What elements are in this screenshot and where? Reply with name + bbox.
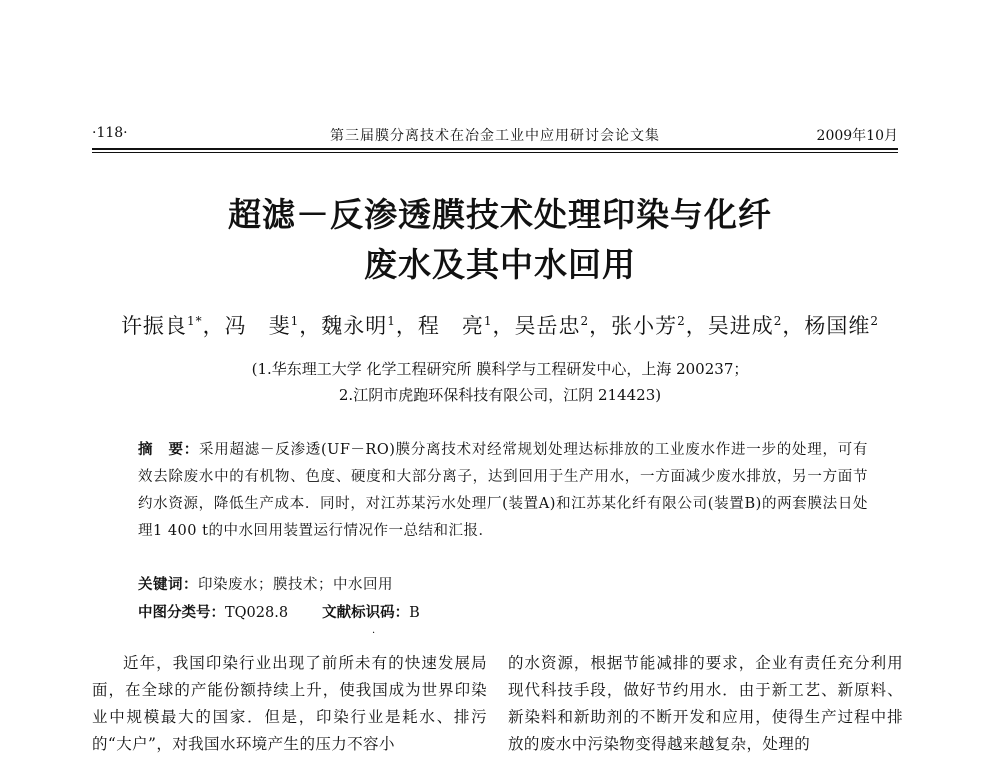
abstract xyxy=(138,437,868,545)
body-column-right: 的水资源，根据节能减排的要求，企业有责任充分利用现代科技手段，做好节约用水．由于新工艺、新原料、新染料和新助剂的不断开发和应用，使得生产过程中排放的废水中污染物变得越来越复杂，处理的 xyxy=(508,654,903,753)
author-affiliation-mark: 1 xyxy=(387,314,396,328)
header-rule xyxy=(92,148,898,153)
author-name: 冯 斐 xyxy=(224,314,291,338)
author-separator: ， xyxy=(492,314,515,338)
running-header xyxy=(92,123,898,147)
affiliations xyxy=(0,356,1000,408)
abstract-text: 采用超滤－反渗透(UF－RO)膜分离技术对经常规划处理达标排放的工业废水作进一步的处理，可有效去除废水中的有机物、色度、硬度和大部分离子，达到回用于生产用水，一方面减少废水排放，另一方面节约水资源，降低生产成本．同时，对江苏某污水处理厂(装置A)和江苏某化纤有限公司(装置B)的两套膜法日处理1 400 t的中水回用装置运行情况作一总结和汇报． xyxy=(138,442,869,539)
title-line-1: 超滤－反渗透膜技术处理印染与化纤 xyxy=(228,195,772,234)
journal-title: 第三届膜分离技术在冶金工业中应用研讨会论文集 xyxy=(330,128,660,144)
author-name: 魏永明 xyxy=(321,314,388,338)
author-name: 吴岳忠 xyxy=(514,314,581,338)
author-affiliation-mark: 2 xyxy=(773,314,783,328)
separator-dot: · xyxy=(372,628,376,639)
keywords-label: 关键词： xyxy=(138,577,198,593)
keywords-text: 印染废水；膜技术；中水回用 xyxy=(198,577,393,593)
abstract-label: 摘 要： xyxy=(138,442,199,458)
author-list xyxy=(0,310,1000,340)
author-name: 杨国维 xyxy=(804,314,871,338)
page-number: ·118· xyxy=(92,125,128,141)
author-name: 张小芳 xyxy=(611,314,678,338)
author-separator: ， xyxy=(685,314,708,338)
doc-code-label: 文献标识码： xyxy=(322,605,410,621)
author-separator: ， xyxy=(782,314,805,338)
title-line-2: 废水及其中水回用 xyxy=(364,245,636,284)
author-name: 吴进成 xyxy=(707,314,774,338)
issue-date: 2009年10月 xyxy=(816,128,898,144)
body-column-left: 近年，我国印染行业出现了前所未有的快速发展局面，在全球的产能份额持续上升，使我国成为世界印染业中规模最大的国家．但是，印染行业是耗水、排污的“大户”，对我国水环境产生的压力不容小 xyxy=(92,654,487,753)
keywords xyxy=(138,573,393,594)
author-affiliation-mark: 2 xyxy=(677,314,686,328)
author-separator: ， xyxy=(202,314,225,338)
author-affiliation-mark: 2 xyxy=(870,314,880,328)
paper-title xyxy=(0,190,1000,290)
author-separator: ， xyxy=(395,314,418,338)
author-separator: ， xyxy=(589,314,612,338)
clc-label: 中图分类号： xyxy=(138,605,225,621)
classification xyxy=(138,601,420,622)
author-affiliation-mark: 1 xyxy=(290,314,300,328)
author-affiliation-mark: 1* xyxy=(186,314,203,328)
affiliation-2: 2.江阴市虎跑环保科技有限公司，江阴 214423) xyxy=(338,386,662,404)
author-name: 程 亮 xyxy=(417,314,484,338)
author-name: 许振良 xyxy=(120,314,187,338)
doc-code-value: B xyxy=(409,605,420,621)
author-separator: ， xyxy=(299,314,322,338)
clc-value: TQ028.8 xyxy=(225,605,289,621)
author-affiliation-mark: 2 xyxy=(580,314,590,328)
author-affiliation-mark: 1 xyxy=(483,314,493,328)
affiliation-1: (1.华东理工大学 化学工程研究所 膜科学与工程研发中心，上海 200237； xyxy=(251,360,749,378)
